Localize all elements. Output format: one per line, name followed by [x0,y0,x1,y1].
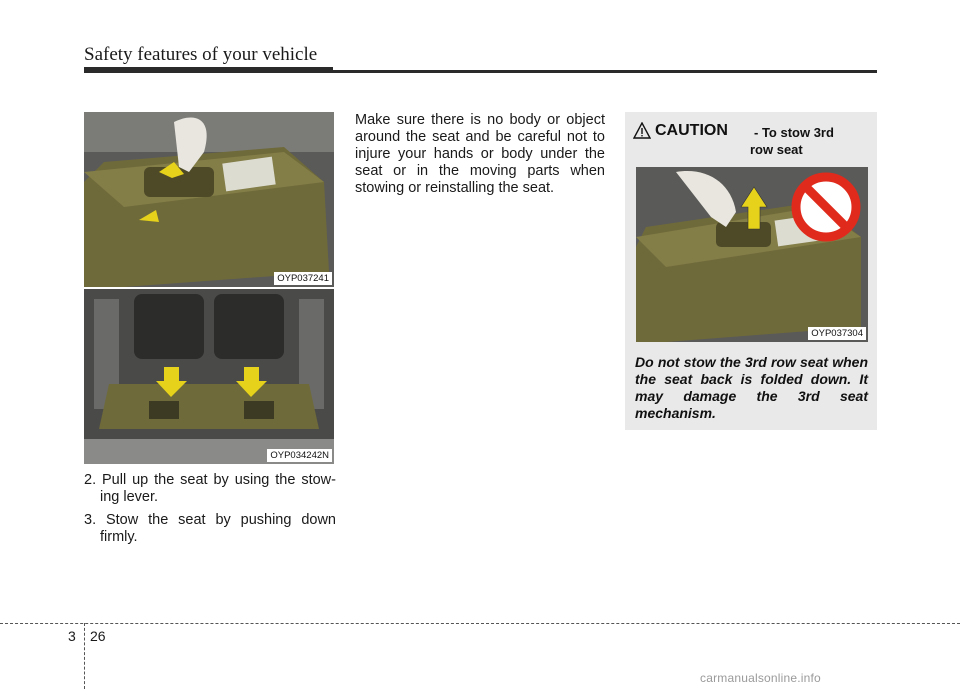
page-number: 26 [90,628,106,644]
watermark: carmanualsonline.info [700,671,821,685]
caution-heading [633,122,873,162]
figure-pull-lever [84,112,334,287]
header-rule [84,70,877,73]
caution-word: CAUTION [655,122,728,139]
steps-list [84,472,336,552]
caution-box [625,112,877,430]
warning-triangle-icon [633,122,651,139]
footer-vertical-rule [84,623,85,689]
figure-code-label: OYP034242N [267,449,332,462]
caution-subtitle: - To stow 3rd [754,125,834,140]
caution-text: Do not stow the 3rd row seat when the seat back is folded down. It may damage the 3rd seat mechanism. [635,354,868,421]
step-3: 3. Stow the seat by pushing down firmly. [84,512,336,545]
step-2: 2. Pull up the seat by using the stow-ing lever. [84,472,336,505]
figure-caution [636,167,868,342]
safety-paragraph: Make sure there is no body or object around the seat and be careful not to injure your hands or body under the seat or in the moving parts when stowing or reinstalling the seat. [355,112,605,196]
figure-code-label: OYP037304 [808,327,866,340]
page-header-title: Safety features of your vehicle [84,44,318,65]
figure-code-label: OYP037241 [274,272,332,285]
section-number: 3 [68,628,76,644]
caution-subtitle-line2: row seat [750,142,803,157]
figure-stow-seat [84,289,334,464]
footer-rule [0,623,960,624]
prohibited-icon [796,177,856,237]
